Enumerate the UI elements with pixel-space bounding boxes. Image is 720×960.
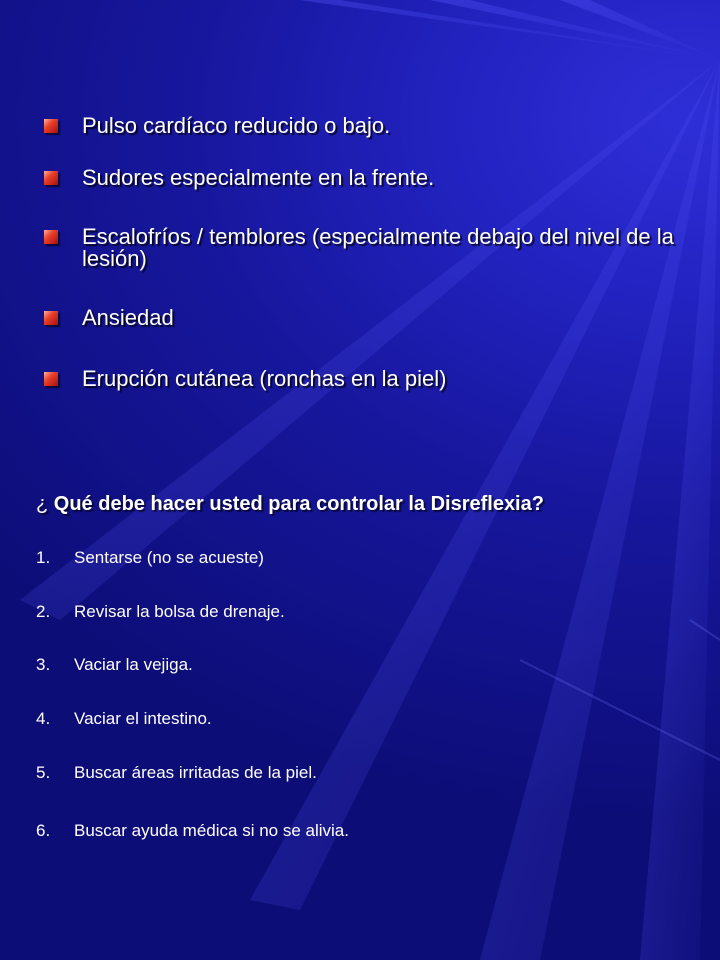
bullet-text: Erupción cutánea (ronchas en la piel) [82,366,447,391]
list-item [36,821,349,841]
question-mark: ¿ [36,493,49,515]
list-item [36,548,264,568]
list-item [44,368,446,390]
step-number: 4. [36,709,51,728]
bullet-text: Escalofríos / temblores (especialmente debajo del nivel de la lesión) [82,224,674,271]
question-text: Qué debe hacer usted para controlar la Disreflexia? [53,493,544,515]
list-item [36,763,317,783]
step-number: 2. [36,602,51,621]
step-number: 3. [36,655,51,674]
step-text: Buscar ayuda médica si no se alivia. [74,821,349,840]
list-item [36,655,193,675]
step-text: Sentarse (no se acueste) [74,548,264,567]
list-item [44,115,390,137]
step-text: Buscar áreas irritadas de la piel. [74,763,317,782]
step-number: 6. [36,821,51,840]
bullet-square-icon [44,119,58,133]
step-text: Vaciar la vejiga. [74,655,193,674]
list-item [44,226,684,270]
section-question [36,493,544,516]
list-item [36,709,212,729]
step-text: Revisar la bolsa de drenaje. [74,602,285,621]
list-item [36,602,285,622]
bullet-square-icon [44,372,58,386]
list-item [44,307,174,329]
bullet-square-icon [44,311,58,325]
bullet-text: Ansiedad [82,305,174,330]
step-number: 1. [36,548,51,567]
bullet-square-icon [44,171,58,185]
step-text: Vaciar el intestino. [74,709,212,728]
bullet-text: Pulso cardíaco reducido o bajo. [82,113,391,138]
step-number: 5. [36,763,51,782]
bullet-square-icon [44,230,58,244]
bullet-text: Sudores especialmente en la frente. [82,165,435,190]
list-item [44,167,434,189]
